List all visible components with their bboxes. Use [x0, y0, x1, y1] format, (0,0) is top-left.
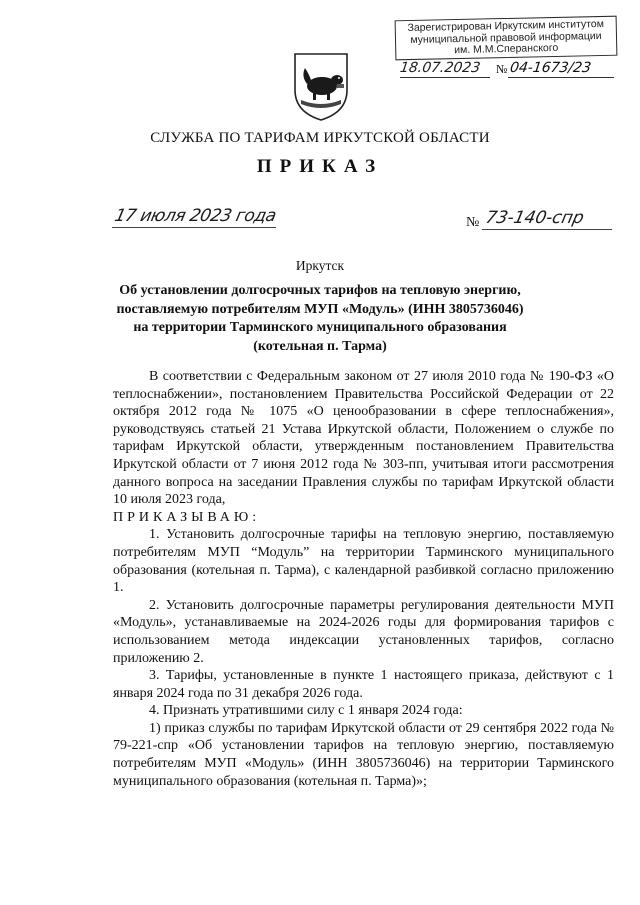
- item-4: 4. Признать утратившими силу с 1 января 2024 года:: [149, 703, 463, 719]
- document-title: [0, 282, 640, 356]
- registration-stamp: [395, 16, 618, 61]
- title-line-2: поставляемую потребителям МУП «Модуль» (ИНН 3805736046): [116, 301, 524, 317]
- order-number-label: №: [466, 215, 480, 230]
- order-word: ПРИКАЗЫВАЮ:: [113, 509, 261, 525]
- item-3: 3. Тарифы, установленные в пункте 1 настоящего приказа, действуют с 1 января 2024 года по 31 декабря 2026 года.: [113, 668, 614, 701]
- date-underline: [112, 227, 276, 228]
- registration-number: 04-1673/23: [508, 60, 593, 76]
- number-underline: [482, 229, 612, 230]
- registration-date: 18.07.2023: [398, 60, 482, 76]
- title-line-4: (котельная п. Тарма): [253, 338, 387, 354]
- order-number: 73-140-спр: [483, 208, 586, 228]
- item-1: 1. Установить долгосрочные тарифы на тепловую энергию, поставляемую потребителям МУП “Модуль” на территории Тарминского муниципального образования (котельная п. Тарма), с календарной разбивкой согласно приложению 1.: [113, 527, 614, 596]
- city: Иркутск: [295, 258, 345, 273]
- registration-number-underline: [508, 77, 614, 78]
- document-type: ПРИКАЗ: [256, 156, 384, 177]
- coat-of-arms-icon: [291, 50, 351, 122]
- stamp-line-2: муниципальной правовой информации: [410, 29, 602, 46]
- item-4-subitem-1: 1) приказ службы по тарифам Иркутской области от 29 сентября 2022 года № 79-221-спр «Об установлении тарифов на тепловую энергию, поставляемую потребителям МУП «Модуль» (ИНН 3805736046) на территории Тарминского муниципального образования (котельная п. Тарма)»;: [113, 720, 614, 789]
- registration-number-label: №: [496, 62, 508, 76]
- item-2: 2. Установить долгосрочные параметры регулирования деятельности МУП «Модуль», устанавливаемые на 2024-2026 годы для формирования тарифов с использованием метода индексации установленных тарифов, согласно приложению 2.: [113, 597, 614, 666]
- registration-date-underline: [400, 77, 490, 78]
- organization-name: СЛУЖБА ПО ТАРИФАМ ИРКУТСКОЙ ОБЛАСТИ: [150, 130, 490, 146]
- title-line-1: Об установлении долгосрочных тарифов на тепловую энергию,: [119, 283, 521, 298]
- title-line-3: на территории Тарминского муниципального образования: [133, 320, 507, 335]
- stamp-line-1: Зарегистрирован Иркутским институтом: [407, 17, 605, 35]
- document-body: [113, 368, 614, 790]
- stamp-line-3: им. М.М.Сперанского: [454, 41, 559, 57]
- registration-details: [400, 60, 615, 82]
- preamble-paragraph: В соответствии с Федеральным законом от 27 июля 2010 года № 190-ФЗ «О теплоснабжении», постановлением Правительства Российской Федерации от 22 октября 2012 года № 1075 «О ценообразовании в сфере теплоснабжения», руководствуясь статьей 21 Устава Иркутской области, Положением о службе по тарифам Иркутской области, утвержденным постановлением Правительства Иркутской области от 7 июня 2012 года № 303-пп, учитывая итоги рассмотрения данного вопроса на заседании Правления службы по тарифам Иркутской области 10 июля 2023 года,: [113, 369, 614, 508]
- order-date: 17 июля 2023 года: [112, 206, 278, 226]
